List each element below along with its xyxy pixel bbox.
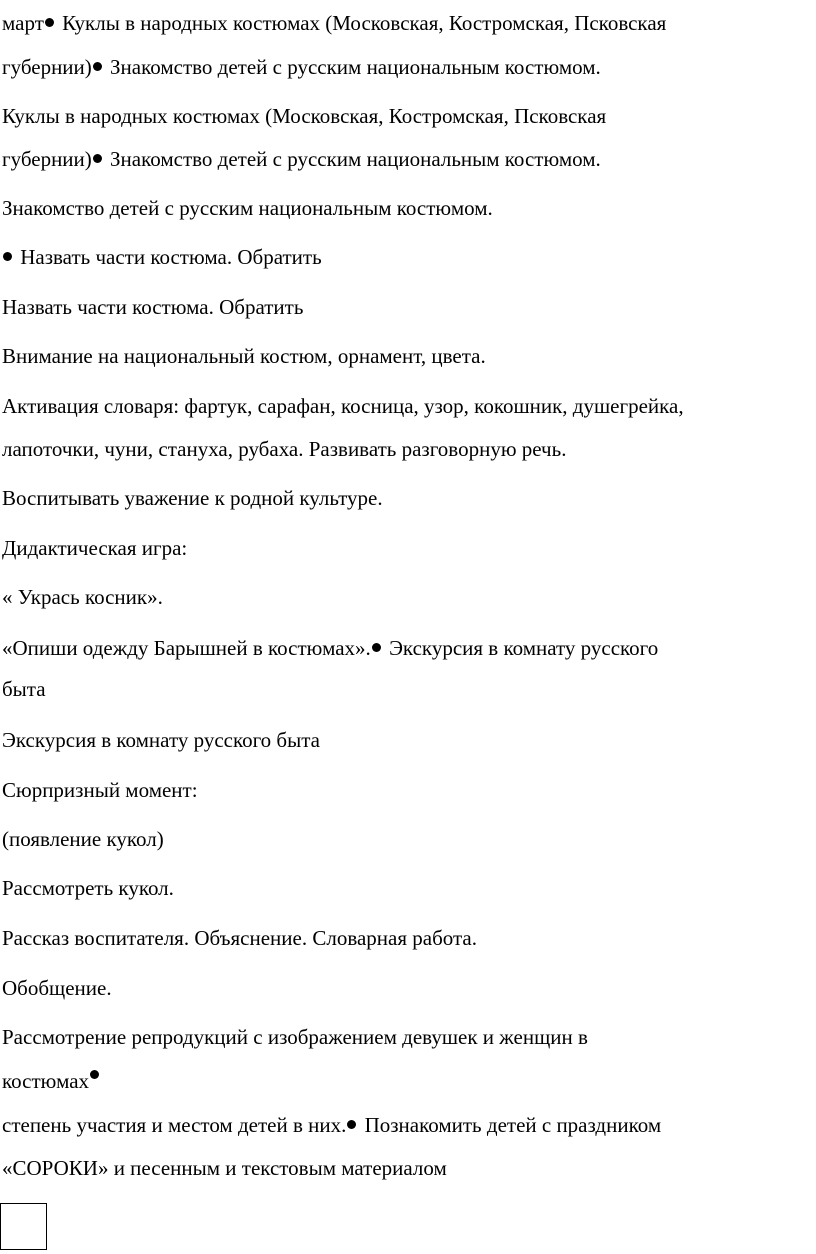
text-line <box>2 147 601 171</box>
text-segment: быта <box>2 677 46 701</box>
text-segment: март <box>2 11 44 35</box>
text-line <box>2 11 666 35</box>
bullet-icon <box>3 252 12 261</box>
text-line <box>2 1156 447 1180</box>
text-segment: Воспитывать уважение к родной культуре. <box>2 486 383 510</box>
text-segment: Знакомство детей с русским национальным костюмом. <box>2 196 493 220</box>
text-line <box>2 728 320 752</box>
text-line <box>2 926 477 950</box>
text-segment: Активация словаря: фартук, сарафан, косница, узор, кокошник, душегрейка, <box>2 394 684 418</box>
text-line <box>2 827 164 851</box>
text-line <box>2 876 174 900</box>
text-segment: костюмах <box>2 1069 90 1093</box>
text-line <box>2 486 383 510</box>
text-segment: Куклы в народных костюмах (Московская, Костромская, Псковская <box>2 104 607 128</box>
text-segment: губернии) <box>2 55 92 79</box>
text-line <box>2 1069 102 1093</box>
text-line <box>2 1113 661 1137</box>
text-line <box>2 437 566 461</box>
text-segment: Куклы в народных костюмах (Московская, Костромская, Псковская <box>56 11 667 35</box>
text-segment: « Укрась косник». <box>2 585 163 609</box>
text-line <box>2 394 684 418</box>
text-segment: «СОРОКИ» и песенным и текстовым материалом <box>2 1156 447 1180</box>
text-segment: Обобщение. <box>2 976 112 1000</box>
text-segment: Назвать части костюма. Обратить <box>2 295 304 319</box>
text-segment: «Опиши одежду Барышней в костюмах». <box>2 636 371 660</box>
text-line <box>2 636 658 660</box>
text-segment: Рассмотрение репродукций с изображением девушек и женщин в <box>2 1025 588 1049</box>
text-segment: степень участия и местом детей в них. <box>2 1113 347 1137</box>
text-line <box>2 245 322 269</box>
text-segment: Знакомство детей с русским национальным костюмом. <box>104 147 601 171</box>
text-segment: лапоточки, чуни, стануха, рубаха. Развивать разговорную речь. <box>2 437 567 461</box>
bullet-icon <box>45 18 54 27</box>
text-line <box>2 295 303 319</box>
text-segment: губернии) <box>2 147 92 171</box>
text-segment: (появление кукол) <box>2 827 164 851</box>
text-segment: Сюрпризный момент: <box>2 778 198 802</box>
text-segment: Экскурсия в комнату русского <box>383 636 659 660</box>
text-line <box>2 778 198 802</box>
text-line <box>2 677 46 701</box>
text-line <box>2 1025 588 1049</box>
text-segment: Внимание на национальный костюм, орнамент, цвета. <box>2 344 486 368</box>
text-segment: Экскурсия в комнату русского быта <box>2 728 320 752</box>
text-segment: Назвать части костюма. Обратить <box>15 245 322 269</box>
bullet-icon <box>90 1070 99 1079</box>
text-line <box>2 196 493 220</box>
bullet-icon <box>347 1120 356 1129</box>
empty-checkbox <box>0 1203 47 1250</box>
text-segment: Дидактическая игра: <box>2 536 188 560</box>
bullet-icon <box>93 154 102 163</box>
bullet-icon <box>372 643 381 652</box>
text-line <box>2 585 163 609</box>
text-segment: Рассказ воспитателя. Объяснение. Словарная работа. <box>2 926 478 950</box>
text-segment: Познакомить детей с праздником <box>359 1113 662 1137</box>
text-segment: Знакомство детей с русским национальным костюмом. <box>104 55 601 79</box>
text-line <box>2 104 606 128</box>
text-line <box>2 55 601 79</box>
text-line <box>2 344 486 368</box>
text-segment: Рассмотреть кукол. <box>2 876 174 900</box>
text-line <box>2 976 112 1000</box>
text-line <box>2 536 187 560</box>
bullet-icon <box>93 62 102 71</box>
